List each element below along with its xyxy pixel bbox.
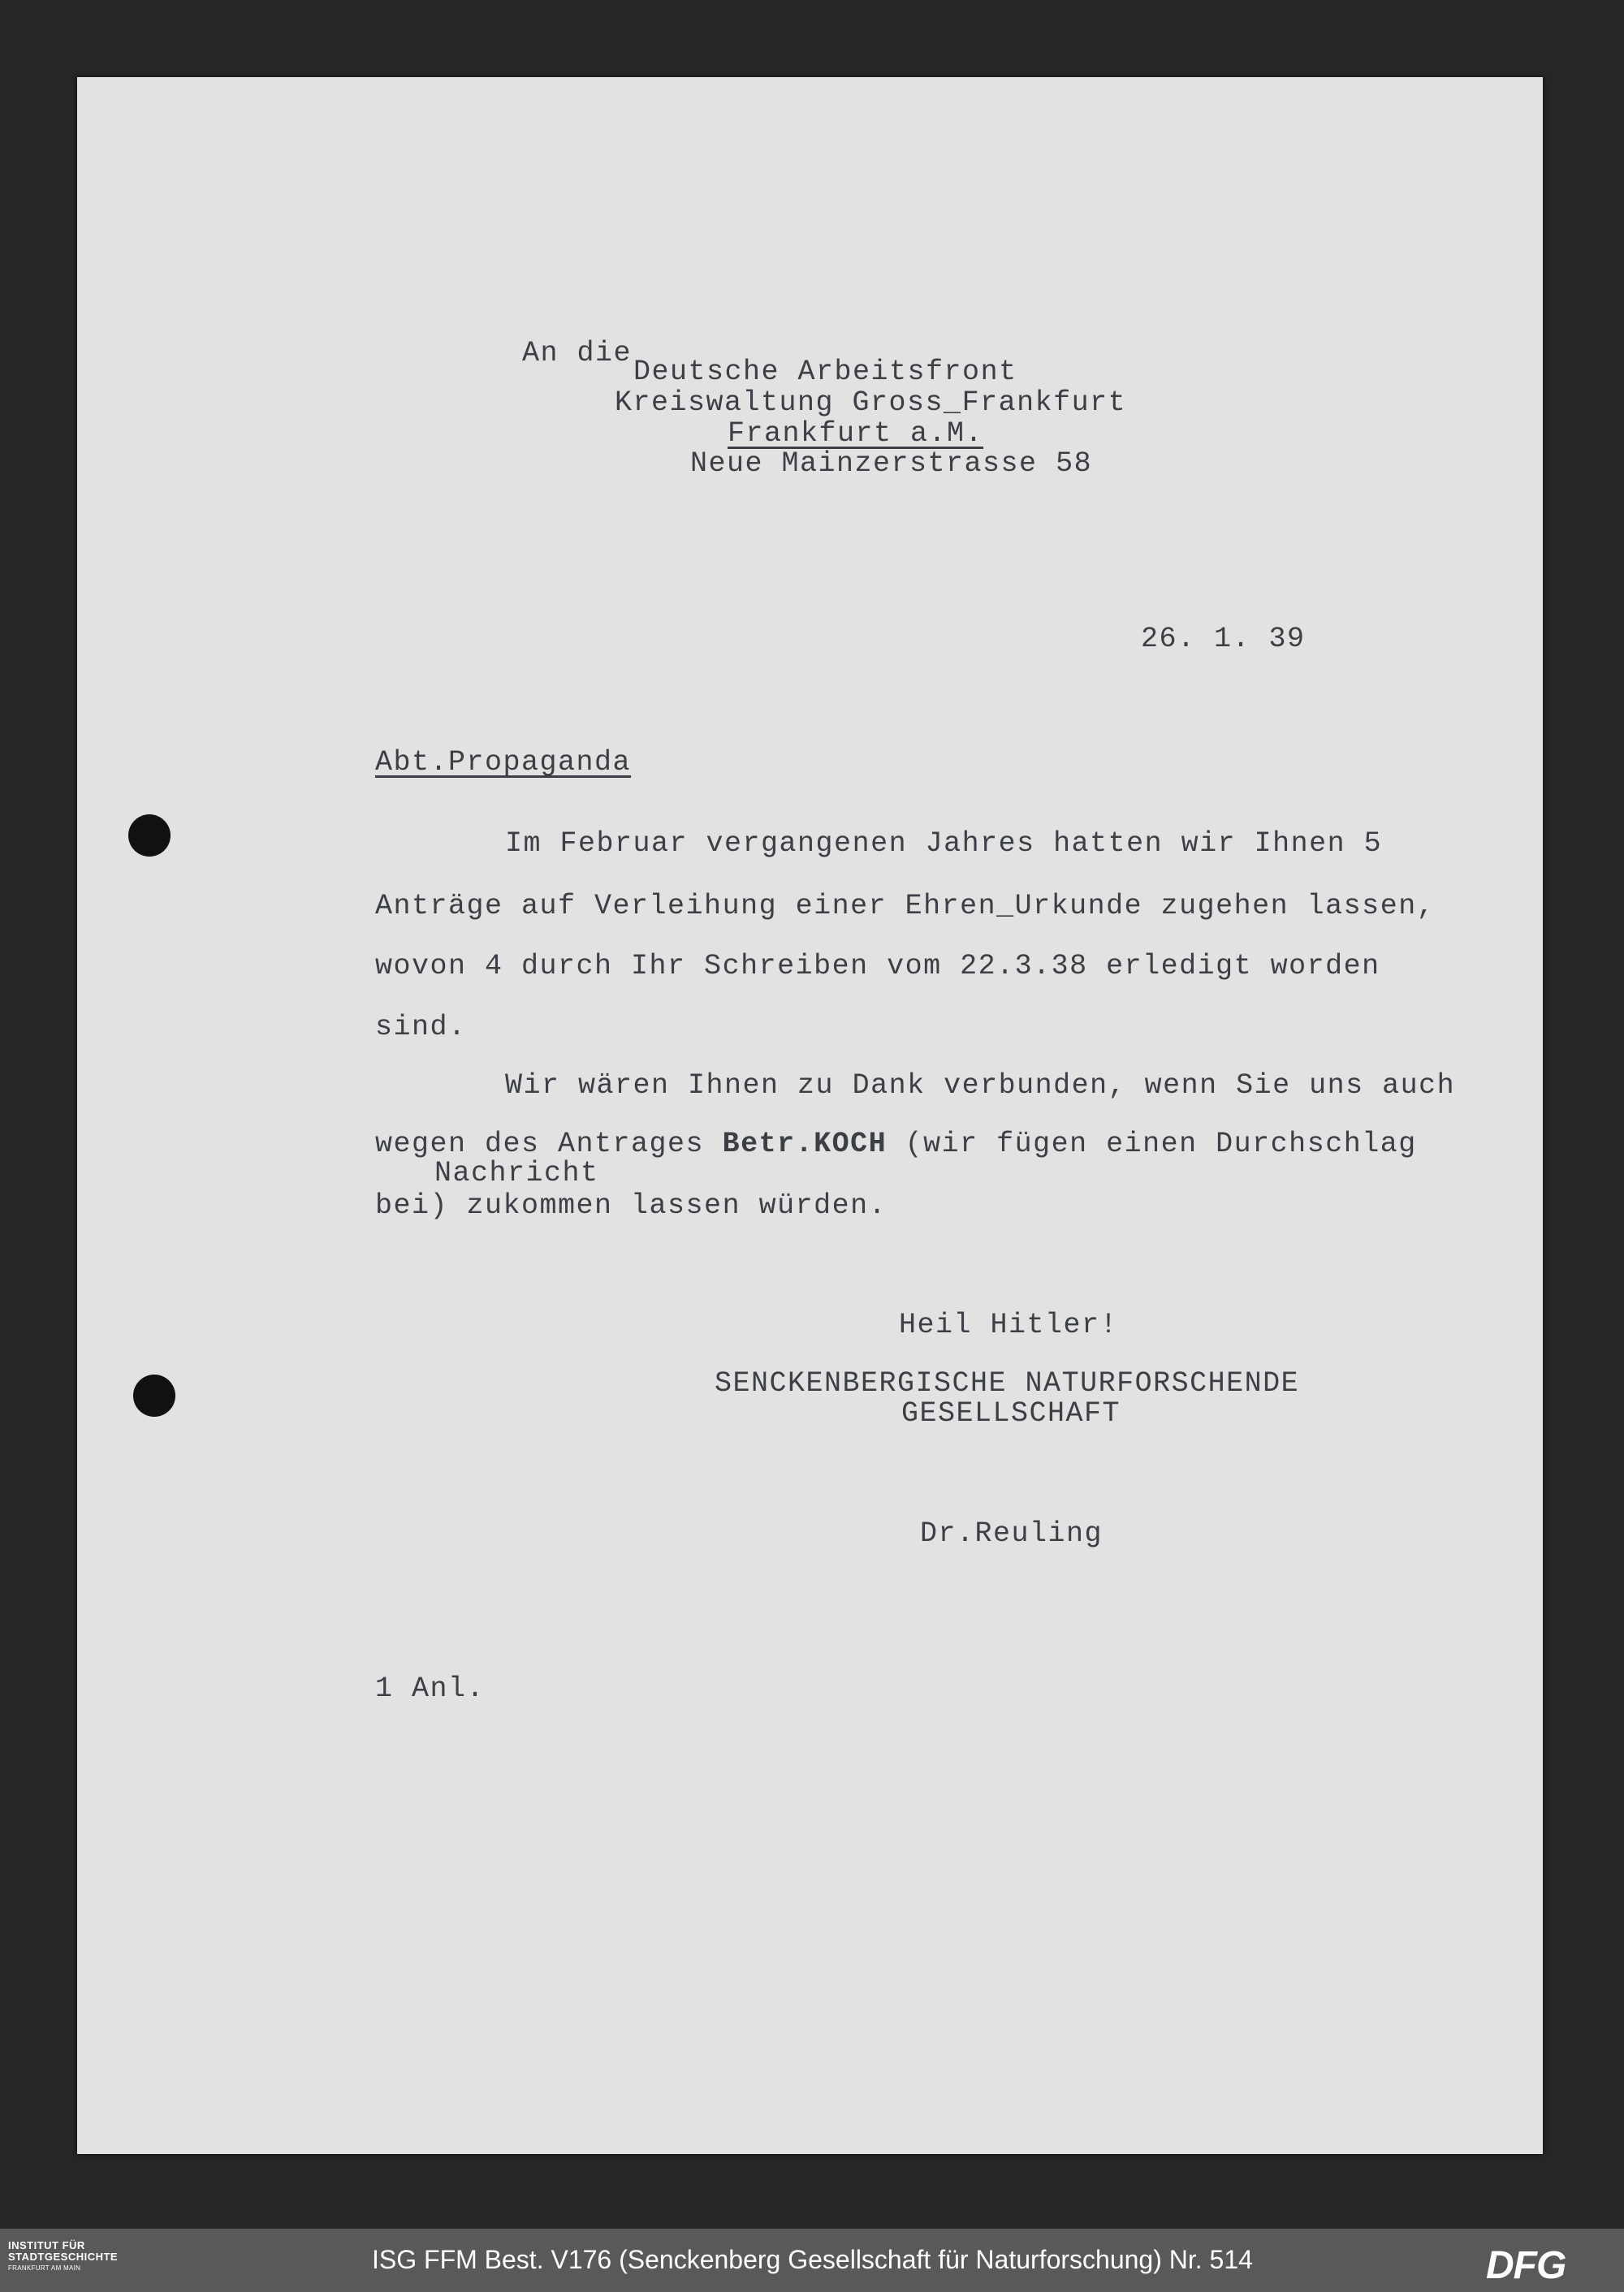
closing-signatory: Dr.Reuling (920, 1517, 1104, 1550)
closing-greeting: Heil Hitler! (899, 1309, 1119, 1341)
body-p2-line-2-start: wegen des Antrages (375, 1128, 723, 1160)
recipient-line-1: Deutsche Arbeitsfront (633, 356, 1017, 388)
department-line: Abt.Propaganda (375, 746, 632, 779)
body-p1-line-2: Anträge auf Verleihung einer Ehren_Urkunde zugehen lassen, (375, 890, 1436, 922)
body-p2-line-1: Wir wären Ihnen zu Dank verbunden, wenn Sie uns auch (505, 1069, 1456, 1102)
institution-line-2: STADTGESCHICHTE (8, 2251, 119, 2263)
body-p2-insertion: Nachricht (434, 1157, 599, 1189)
letter-date: 26. 1. 39 (1141, 623, 1306, 655)
body-p2-line-2-end: (wir fügen einen Durchschlag (887, 1128, 1417, 1160)
closing-organization-line-1: SENCKENBERGISCHE NATURFORSCHENDE (715, 1367, 1300, 1400)
institution-line-3: FRANKFURT AM MAIN (8, 2264, 81, 2272)
recipient-line-2: Kreiswaltung Gross_Frankfurt (615, 386, 1127, 419)
institution-logo (8, 2240, 118, 2274)
enclosure-note: 1 Anl. (375, 1673, 486, 1705)
body-p2-line-2 (375, 1130, 1417, 1159)
archive-footer-bar (0, 2229, 1624, 2292)
body-p1-line-4: sind. (375, 1011, 467, 1043)
punch-hole-bottom (133, 1375, 175, 1417)
body-p2-line-3: bei) zukommen lassen würden. (375, 1189, 888, 1222)
reference-koch: Betr.KOCH (722, 1128, 888, 1160)
archive-caption: ISG FFM Best. V176 (Senckenberg Gesellschaft für Naturforschung) Nr. 514 (372, 2245, 1253, 2274)
recipient-line-4: Neue Mainzerstrasse 58 (690, 447, 1093, 480)
body-p1-line-1: Im Februar vergangenen Jahres hatten wir Ihnen 5 (505, 827, 1383, 860)
punch-hole-top (128, 814, 171, 857)
institution-line-1: INSTITUT FÜR (8, 2239, 85, 2251)
recipient-salutation: An die (522, 337, 633, 369)
dfg-logo: DFG (1486, 2244, 1566, 2287)
closing-organization-line-2: GESELLSCHAFT (901, 1397, 1121, 1430)
recipient-line-3: Frankfurt a.M. (728, 417, 984, 450)
body-p1-line-3: wovon 4 durch Ihr Schreiben vom 22.3.38 erledigt worden (375, 950, 1380, 982)
